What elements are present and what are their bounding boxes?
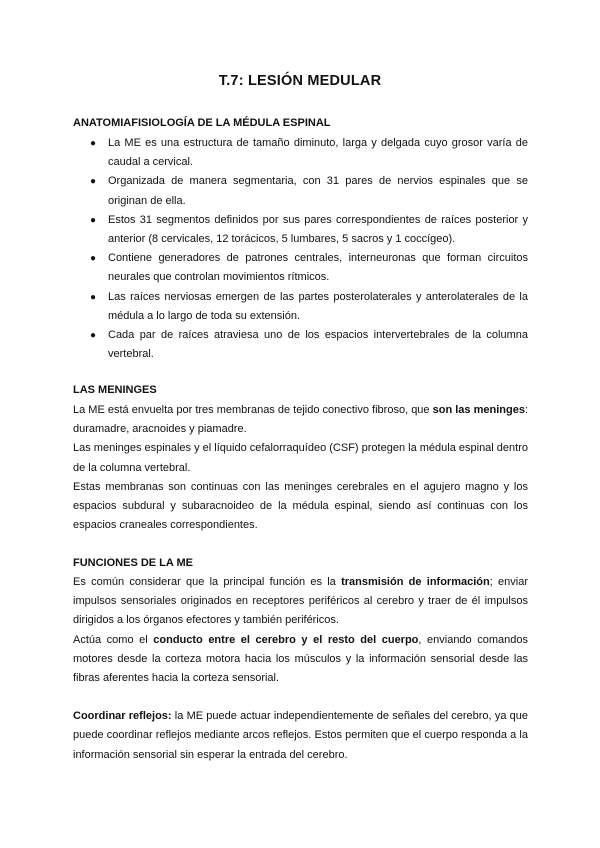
section-heading-meninges: LAS MENINGES bbox=[73, 384, 157, 396]
bullet-icon: ● bbox=[90, 330, 97, 342]
list-item: ● Contiene generadores de patrones centrales, interneuronas que forman circuitos neurales que controlan movimientos rítmicos. bbox=[73, 249, 528, 287]
meninges-paragraph-1: La ME está envuelta por tres membranas de tejido conectivo fibroso, que son las meninges: duramadre, aracnoides y piamadre. bbox=[73, 404, 529, 436]
funciones-paragraph-2: Actúa como el conducto entre el cerebro y el resto del cuerpo, enviando comandos motores desde la corteza motora hacia los músculos y la información sensorial desde las fibras aferentes hacia la corteza sensorial. bbox=[73, 633, 528, 685]
bullet-icon: ● bbox=[90, 253, 97, 265]
list-item: ● Las raíces nerviosas emergen de las partes posterolaterales y anterolaterales de la médula a lo largo de toda su extensión. bbox=[73, 288, 528, 326]
section-heading-funciones: FUNCIONES DE LA ME bbox=[73, 557, 193, 569]
funciones-text-block bbox=[73, 573, 528, 765]
section-heading-anatomia: ANATOMIAFISIOLOGÍA DE LA MÉDULA ESPINAL bbox=[73, 117, 331, 129]
bullet-icon: ● bbox=[90, 138, 97, 149]
list-item: ● La ME es una estructura de tamaño diminuto, larga y delgada cuyo grosor varía de caudal a cervical. bbox=[73, 134, 528, 172]
page-title: T.7: LESIÓN MEDULAR bbox=[218, 73, 382, 89]
bullet-icon: ● bbox=[90, 214, 97, 226]
meninges-paragraph-2: Las meninges espinales y el líquido cefalorraquídeo (CSF) protegen la médula espinal dentro de la columna vertebral. bbox=[73, 442, 528, 474]
funciones-paragraph-1: Es común considerar que la principal función es la transmisión de información; enviar impulsos sensoriales originados en receptores periféricos al cerebro y traer de él impulsos dirigidos a los órganos efectores y también periféricos. bbox=[73, 576, 529, 627]
meninges-paragraph-3: Estas membranas son continuas con las meninges cerebrales en el agujero magno y los espacios subdural y subaracnoideo de la médula espinal, siendo así continuas con los espacios craneales correspondientes. bbox=[73, 480, 528, 532]
funciones-paragraph-3: Coordinar reflejos: la ME puede actuar independientemente de señales del cerebro, ya que puede coordinar reflejos mediante arcos reflejos. Estos permiten que el cuerpo responda a la información sensorial sin esperar la entrada del cerebro. bbox=[73, 710, 529, 761]
list-item: ● Cada par de raíces atraviesa uno de los espacios intervertebrales de la columna vertebral. bbox=[73, 326, 528, 364]
bullet-icon: ● bbox=[90, 176, 97, 188]
list-item: ● Estos 31 segmentos definidos por sus pares correspondientes de raíces posterior y anterior (8 cervicales, 12 torácicos, 5 lumbares, 5 sacros y 1 coccígeo). bbox=[73, 211, 528, 249]
meninges-text-block bbox=[73, 401, 528, 535]
anatomia-bullet-list bbox=[73, 134, 528, 364]
bullet-icon: ● bbox=[90, 291, 97, 303]
list-item: ● Organizada de manera segmentaria, con 31 pares de nervios espinales que se originan de ella. bbox=[73, 172, 528, 210]
